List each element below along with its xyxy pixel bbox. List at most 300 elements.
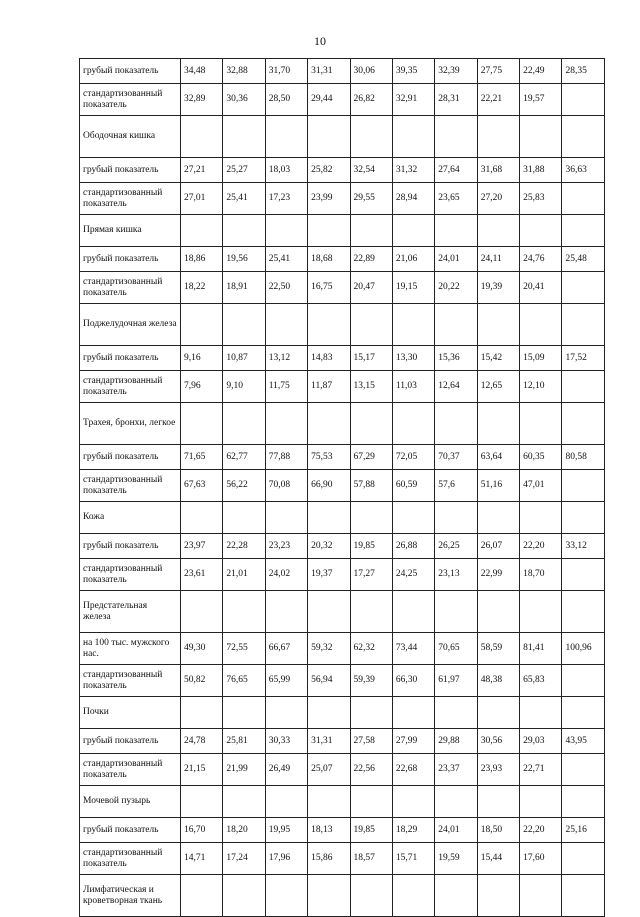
value-cell: 19,39 — [477, 272, 519, 304]
value-cell — [223, 403, 265, 445]
value-cell: 24,78 — [180, 729, 222, 754]
value-cell: 62,77 — [223, 445, 265, 470]
value-cell — [180, 591, 222, 633]
value-cell: 31,31 — [308, 729, 350, 754]
value-cell — [562, 875, 605, 917]
section-label: Почки — [80, 697, 181, 729]
value-cell: 28,35 — [562, 59, 605, 84]
value-cell — [308, 875, 350, 917]
value-cell — [180, 215, 222, 247]
table-body — [80, 59, 605, 917]
section-label: Поджелудочная железа — [80, 304, 181, 346]
value-cell: 15,17 — [350, 346, 392, 371]
value-cell: 31,70 — [265, 59, 307, 84]
value-cell — [562, 371, 605, 403]
value-cell: 17,24 — [223, 843, 265, 875]
value-cell — [520, 116, 562, 158]
value-cell — [223, 591, 265, 633]
value-cell — [562, 754, 605, 786]
value-cell: 23,65 — [435, 183, 477, 215]
value-cell — [350, 304, 392, 346]
table-row — [80, 183, 605, 215]
value-cell: 19,57 — [520, 84, 562, 116]
value-cell — [265, 786, 307, 818]
value-cell: 20,22 — [435, 272, 477, 304]
value-cell — [562, 116, 605, 158]
value-cell: 58,59 — [477, 633, 519, 665]
value-cell: 80,58 — [562, 445, 605, 470]
row-label: стандартизованный показатель — [80, 665, 181, 697]
value-cell: 13,15 — [350, 371, 392, 403]
value-cell: 31,32 — [392, 158, 434, 183]
value-cell: 22,50 — [265, 272, 307, 304]
value-cell — [308, 215, 350, 247]
table-row — [80, 470, 605, 502]
value-cell: 18,50 — [477, 818, 519, 843]
value-cell: 19,37 — [308, 559, 350, 591]
row-label: стандартизованный показатель — [80, 843, 181, 875]
value-cell: 57,88 — [350, 470, 392, 502]
value-cell — [562, 786, 605, 818]
value-cell: 20,47 — [350, 272, 392, 304]
value-cell — [435, 403, 477, 445]
value-cell — [477, 116, 519, 158]
section-row — [80, 116, 605, 158]
section-label: Ободочная кишка — [80, 116, 181, 158]
value-cell: 25,27 — [223, 158, 265, 183]
value-cell: 70,08 — [265, 470, 307, 502]
value-cell: 32,88 — [223, 59, 265, 84]
value-cell: 27,64 — [435, 158, 477, 183]
value-cell — [520, 591, 562, 633]
value-cell: 15,36 — [435, 346, 477, 371]
value-cell — [477, 215, 519, 247]
value-cell: 18,70 — [520, 559, 562, 591]
value-cell — [520, 403, 562, 445]
row-label: грубый показатель — [80, 818, 181, 843]
value-cell: 49,30 — [180, 633, 222, 665]
value-cell — [520, 502, 562, 534]
value-cell — [520, 215, 562, 247]
value-cell — [392, 215, 434, 247]
value-cell: 22,56 — [350, 754, 392, 786]
value-cell: 60,35 — [520, 445, 562, 470]
value-cell — [223, 697, 265, 729]
value-cell: 48,38 — [477, 665, 519, 697]
section-row — [80, 697, 605, 729]
value-cell — [392, 116, 434, 158]
value-cell: 66,90 — [308, 470, 350, 502]
row-label: грубый показатель — [80, 729, 181, 754]
value-cell: 19,56 — [223, 247, 265, 272]
value-cell: 12,64 — [435, 371, 477, 403]
value-cell: 72,05 — [392, 445, 434, 470]
value-cell: 27,21 — [180, 158, 222, 183]
value-cell — [265, 697, 307, 729]
table-row — [80, 59, 605, 84]
section-row — [80, 215, 605, 247]
value-cell: 30,56 — [477, 729, 519, 754]
value-cell — [223, 304, 265, 346]
section-row — [80, 304, 605, 346]
table-row — [80, 272, 605, 304]
value-cell: 29,03 — [520, 729, 562, 754]
value-cell — [265, 304, 307, 346]
value-cell: 26,82 — [350, 84, 392, 116]
value-cell — [180, 875, 222, 917]
value-cell: 60,59 — [392, 470, 434, 502]
value-cell: 66,67 — [265, 633, 307, 665]
row-label: грубый показатель — [80, 247, 181, 272]
value-cell: 20,32 — [308, 534, 350, 559]
value-cell — [435, 304, 477, 346]
value-cell — [477, 502, 519, 534]
value-cell — [562, 843, 605, 875]
value-cell: 31,88 — [520, 158, 562, 183]
value-cell: 15,71 — [392, 843, 434, 875]
value-cell — [435, 875, 477, 917]
value-cell: 17,52 — [562, 346, 605, 371]
value-cell: 23,23 — [265, 534, 307, 559]
value-cell — [265, 403, 307, 445]
value-cell: 22,21 — [477, 84, 519, 116]
value-cell: 12,65 — [477, 371, 519, 403]
section-row — [80, 875, 605, 917]
value-cell: 13,12 — [265, 346, 307, 371]
value-cell — [562, 591, 605, 633]
value-cell — [520, 697, 562, 729]
value-cell — [308, 697, 350, 729]
value-cell: 16,75 — [308, 272, 350, 304]
value-cell: 24,01 — [435, 818, 477, 843]
value-cell — [562, 84, 605, 116]
row-label: стандартизованный показатель — [80, 559, 181, 591]
value-cell: 27,58 — [350, 729, 392, 754]
table-row — [80, 633, 605, 665]
value-cell: 17,23 — [265, 183, 307, 215]
value-cell — [392, 304, 434, 346]
value-cell — [392, 591, 434, 633]
value-cell: 70,65 — [435, 633, 477, 665]
value-cell — [562, 304, 605, 346]
value-cell: 25,41 — [265, 247, 307, 272]
table-row — [80, 346, 605, 371]
value-cell: 24,02 — [265, 559, 307, 591]
row-label: грубый показатель — [80, 445, 181, 470]
row-label: стандартизованный показатель — [80, 272, 181, 304]
value-cell: 62,32 — [350, 633, 392, 665]
row-label: грубый показатель — [80, 534, 181, 559]
table-row — [80, 158, 605, 183]
value-cell: 14,83 — [308, 346, 350, 371]
value-cell: 21,06 — [392, 247, 434, 272]
value-cell: 18,20 — [223, 818, 265, 843]
value-cell: 21,01 — [223, 559, 265, 591]
value-cell — [265, 875, 307, 917]
value-cell: 22,68 — [392, 754, 434, 786]
table-row — [80, 729, 605, 754]
value-cell — [562, 697, 605, 729]
value-cell: 11,75 — [265, 371, 307, 403]
row-label: на 100 тыс. мужского нас. — [80, 633, 181, 665]
value-cell: 65,83 — [520, 665, 562, 697]
value-cell: 75,53 — [308, 445, 350, 470]
value-cell: 23,97 — [180, 534, 222, 559]
value-cell — [520, 304, 562, 346]
value-cell — [392, 403, 434, 445]
value-cell: 76,65 — [223, 665, 265, 697]
section-label: Предстательная железа — [80, 591, 181, 633]
value-cell — [223, 786, 265, 818]
row-label: стандартизованный показатель — [80, 84, 181, 116]
value-cell: 65,99 — [265, 665, 307, 697]
value-cell — [180, 116, 222, 158]
value-cell: 17,27 — [350, 559, 392, 591]
value-cell: 50,82 — [180, 665, 222, 697]
table-row — [80, 84, 605, 116]
value-cell — [392, 697, 434, 729]
value-cell: 32,91 — [392, 84, 434, 116]
value-cell: 27,99 — [392, 729, 434, 754]
value-cell: 18,29 — [392, 818, 434, 843]
value-cell: 19,95 — [265, 818, 307, 843]
value-cell: 7,96 — [180, 371, 222, 403]
value-cell — [350, 875, 392, 917]
value-cell: 72,55 — [223, 633, 265, 665]
value-cell: 34,48 — [180, 59, 222, 84]
value-cell: 28,94 — [392, 183, 434, 215]
value-cell: 18,03 — [265, 158, 307, 183]
value-cell: 77,88 — [265, 445, 307, 470]
value-cell — [435, 697, 477, 729]
value-cell: 18,91 — [223, 272, 265, 304]
value-cell: 14,71 — [180, 843, 222, 875]
value-cell: 23,61 — [180, 559, 222, 591]
value-cell: 28,31 — [435, 84, 477, 116]
value-cell: 23,13 — [435, 559, 477, 591]
section-label: Кожа — [80, 502, 181, 534]
value-cell — [562, 183, 605, 215]
table-row — [80, 665, 605, 697]
value-cell — [350, 403, 392, 445]
value-cell: 67,29 — [350, 445, 392, 470]
value-cell: 24,01 — [435, 247, 477, 272]
table-row — [80, 445, 605, 470]
value-cell — [265, 116, 307, 158]
value-cell: 19,85 — [350, 818, 392, 843]
section-label: Трахея, бронхи, легкое — [80, 403, 181, 445]
value-cell — [350, 697, 392, 729]
value-cell: 26,25 — [435, 534, 477, 559]
value-cell: 25,48 — [562, 247, 605, 272]
value-cell — [435, 215, 477, 247]
value-cell: 10,87 — [223, 346, 265, 371]
table-row — [80, 818, 605, 843]
value-cell: 66,30 — [392, 665, 434, 697]
value-cell: 27,01 — [180, 183, 222, 215]
value-cell: 28,50 — [265, 84, 307, 116]
value-cell: 15,86 — [308, 843, 350, 875]
value-cell — [223, 116, 265, 158]
value-cell: 31,68 — [477, 158, 519, 183]
value-cell — [435, 116, 477, 158]
value-cell: 29,88 — [435, 729, 477, 754]
value-cell: 100,96 — [562, 633, 605, 665]
value-cell — [562, 272, 605, 304]
value-cell: 25,82 — [308, 158, 350, 183]
value-cell: 30,36 — [223, 84, 265, 116]
value-cell — [350, 786, 392, 818]
table-row — [80, 843, 605, 875]
value-cell — [477, 697, 519, 729]
value-cell — [223, 502, 265, 534]
table-row — [80, 559, 605, 591]
row-label: грубый показатель — [80, 158, 181, 183]
section-row — [80, 786, 605, 818]
value-cell: 25,16 — [562, 818, 605, 843]
value-cell: 30,06 — [350, 59, 392, 84]
value-cell — [350, 215, 392, 247]
value-cell — [435, 786, 477, 818]
value-cell — [520, 875, 562, 917]
value-cell: 56,22 — [223, 470, 265, 502]
value-cell — [392, 786, 434, 818]
row-label: стандартизованный показатель — [80, 183, 181, 215]
value-cell: 15,44 — [477, 843, 519, 875]
value-cell: 18,68 — [308, 247, 350, 272]
section-row — [80, 591, 605, 633]
value-cell — [265, 502, 307, 534]
value-cell — [223, 215, 265, 247]
value-cell: 9,16 — [180, 346, 222, 371]
value-cell — [392, 502, 434, 534]
value-cell: 13,30 — [392, 346, 434, 371]
table-row — [80, 371, 605, 403]
value-cell — [265, 215, 307, 247]
value-cell — [562, 559, 605, 591]
value-cell: 18,57 — [350, 843, 392, 875]
statistics-table — [79, 58, 605, 917]
value-cell: 15,09 — [520, 346, 562, 371]
value-cell: 51,16 — [477, 470, 519, 502]
row-label: стандартизованный показатель — [80, 754, 181, 786]
value-cell — [562, 502, 605, 534]
value-cell: 61,97 — [435, 665, 477, 697]
value-cell: 26,07 — [477, 534, 519, 559]
value-cell: 26,49 — [265, 754, 307, 786]
value-cell: 67,63 — [180, 470, 222, 502]
table-row — [80, 534, 605, 559]
value-cell: 12,10 — [520, 371, 562, 403]
page-number: 10 — [314, 34, 326, 48]
value-cell: 47,01 — [520, 470, 562, 502]
table-row — [80, 754, 605, 786]
value-cell — [350, 502, 392, 534]
value-cell: 21,99 — [223, 754, 265, 786]
value-cell: 19,59 — [435, 843, 477, 875]
row-label: грубый показатель — [80, 346, 181, 371]
value-cell — [180, 403, 222, 445]
row-label: стандартизованный показатель — [80, 371, 181, 403]
value-cell: 59,39 — [350, 665, 392, 697]
section-row — [80, 403, 605, 445]
value-cell: 32,54 — [350, 158, 392, 183]
value-cell — [562, 215, 605, 247]
value-cell — [308, 502, 350, 534]
value-cell: 18,13 — [308, 818, 350, 843]
section-row — [80, 502, 605, 534]
value-cell — [562, 470, 605, 502]
value-cell — [435, 502, 477, 534]
value-cell: 81,41 — [520, 633, 562, 665]
value-cell: 23,99 — [308, 183, 350, 215]
value-cell: 36,63 — [562, 158, 605, 183]
value-cell — [477, 304, 519, 346]
value-cell — [350, 591, 392, 633]
value-cell — [308, 116, 350, 158]
value-cell: 21,15 — [180, 754, 222, 786]
value-cell: 22,20 — [520, 534, 562, 559]
value-cell: 22,71 — [520, 754, 562, 786]
value-cell: 17,96 — [265, 843, 307, 875]
value-cell — [180, 786, 222, 818]
value-cell: 22,49 — [520, 59, 562, 84]
value-cell: 32,39 — [435, 59, 477, 84]
value-cell: 19,85 — [350, 534, 392, 559]
value-cell: 29,55 — [350, 183, 392, 215]
value-cell: 24,11 — [477, 247, 519, 272]
value-cell: 71,65 — [180, 445, 222, 470]
value-cell — [477, 786, 519, 818]
value-cell: 9,10 — [223, 371, 265, 403]
value-cell: 43,95 — [562, 729, 605, 754]
table-row — [80, 247, 605, 272]
value-cell: 27,75 — [477, 59, 519, 84]
value-cell: 73,44 — [392, 633, 434, 665]
value-cell — [562, 403, 605, 445]
value-cell: 18,86 — [180, 247, 222, 272]
value-cell: 22,28 — [223, 534, 265, 559]
value-cell: 56,94 — [308, 665, 350, 697]
value-cell: 33,12 — [562, 534, 605, 559]
value-cell: 57,6 — [435, 470, 477, 502]
value-cell: 32,89 — [180, 84, 222, 116]
value-cell — [308, 786, 350, 818]
value-cell — [308, 403, 350, 445]
value-cell — [180, 502, 222, 534]
value-cell: 24,76 — [520, 247, 562, 272]
value-cell — [477, 591, 519, 633]
value-cell: 30,33 — [265, 729, 307, 754]
section-label: Прямая кишка — [80, 215, 181, 247]
value-cell: 25,41 — [223, 183, 265, 215]
value-cell — [350, 116, 392, 158]
value-cell — [180, 304, 222, 346]
value-cell: 70,37 — [435, 445, 477, 470]
value-cell: 22,99 — [477, 559, 519, 591]
value-cell: 11,03 — [392, 371, 434, 403]
value-cell — [265, 591, 307, 633]
value-cell: 39,35 — [392, 59, 434, 84]
value-cell: 24,25 — [392, 559, 434, 591]
value-cell — [223, 875, 265, 917]
row-label: грубый показатель — [80, 59, 181, 84]
value-cell: 29,44 — [308, 84, 350, 116]
value-cell: 19,15 — [392, 272, 434, 304]
value-cell: 25,81 — [223, 729, 265, 754]
value-cell — [308, 304, 350, 346]
value-cell — [477, 875, 519, 917]
